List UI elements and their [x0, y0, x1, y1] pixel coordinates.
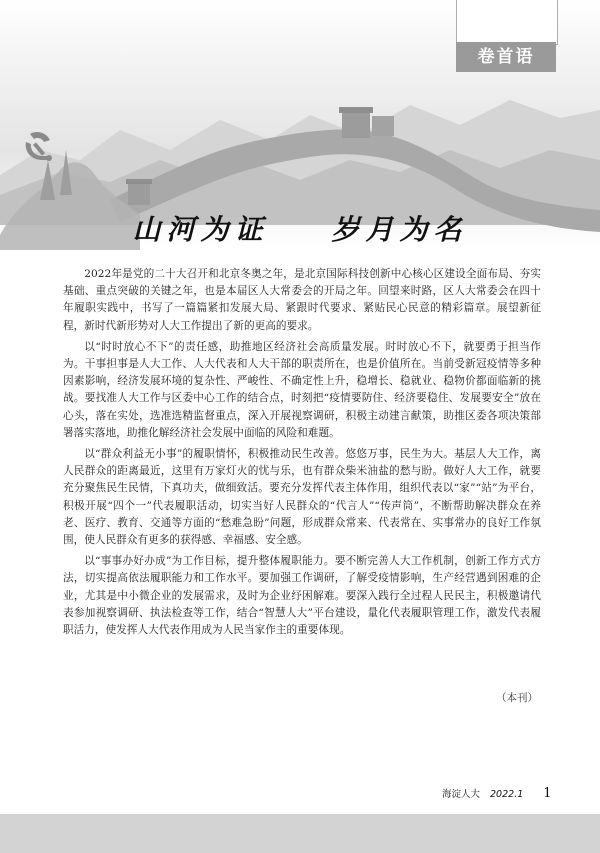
page-number: 1 — [543, 786, 552, 801]
page-title: 山河为证 岁月为名 — [132, 213, 468, 246]
paragraph: 以“群众利益无小事”的履职情怀，积极推动民生改善。悠悠万事，民生为大。基层人大工作，离人民群众的距离最近，这里有万家灯火的忧与乐，也有群众柴米油盐的愁与盼。做好人大工作，就要充分聚焦民生民情，下真功夫，做细致活。要充分发挥代表主体作用，组织代表以“家”“站”为平台，积极开展“四个一”代表履职活动，切实当好人民群众的“代言人”“传声筒”，不断帮助解决群众在养老、医疗、教育、交通等方面的“愁难急盼”问题，形成群众常来、代表常在、实事常办的良好工作氛围，使人民群众有更多的获得感、幸福感、安全感。 — [63, 448, 541, 547]
byline: （本刊） — [496, 692, 538, 704]
party-emblem-icon — [20, 128, 56, 164]
page-footer — [442, 786, 552, 801]
section-label: 卷首语 — [456, 42, 556, 72]
article-body — [63, 266, 541, 643]
paragraph: 以“事事办好办成”为工作目标，提升整体履职能力。要不断完善人大工作机制，创新工作方式方法，切实提高依法履职能力和工作水平。要加强工作调研，了解受疫情影响，生产经营遇到困难的企业，尤其是中小微企业的发展需求，及时为企业纾困解难。要深入践行全过程人民民主，积极邀请代表参加视察调研、执法检查等工作，结合“智慧人大”平台建设，量化代表履职管理工作，激发代表履职活力，使发挥人大代表作用成为人民当家作主的重要体现。 — [63, 555, 541, 637]
paragraph: 以“时时放心不下”的责任感，助推地区经济社会高质量发展。时时放心不下，就要勇于担当作为。干事担事是人大工作、人大代表和人大干部的职责所在，也是价值所在。当前受新冠疫情等多种因素影响，经济发展环境的复杂性、严峻性、不确定性上升，稳增长、稳就业、稳物价都面临新的挑战。要找准人大工作与区委中心工作的结合点，时刻把“疫情要防住、经济要稳住、发展要安全”放在心头，落在实处，选准选精监督重点，深入开展视察调研，积极主动建言献策，助推区委各项决策部署落实落地，助推化解经济社会发展中面临的风险和难题。 — [63, 340, 541, 439]
paragraph: 2022年是党的二十大召开和北京冬奥之年，是北京国际科技创新中心核心区建设全面布局、夯实基础、重点突破的关键之年，也是本届区人大常委会的开局之年。回望来时路，区人大常委会在四十年履职实践中，书写了一篇篇紧扣发展大局、紧跟时代要求、紧贴民心民意的精彩篇章。展望新征程，新时代新形势对人大工作提出了新的更高的要求。 — [63, 268, 541, 332]
issue-number: 2022.1 — [490, 789, 524, 800]
bottom-band — [0, 814, 600, 853]
magazine-name: 海淀人大 — [442, 789, 481, 800]
section-tab-frame — [456, 0, 558, 45]
